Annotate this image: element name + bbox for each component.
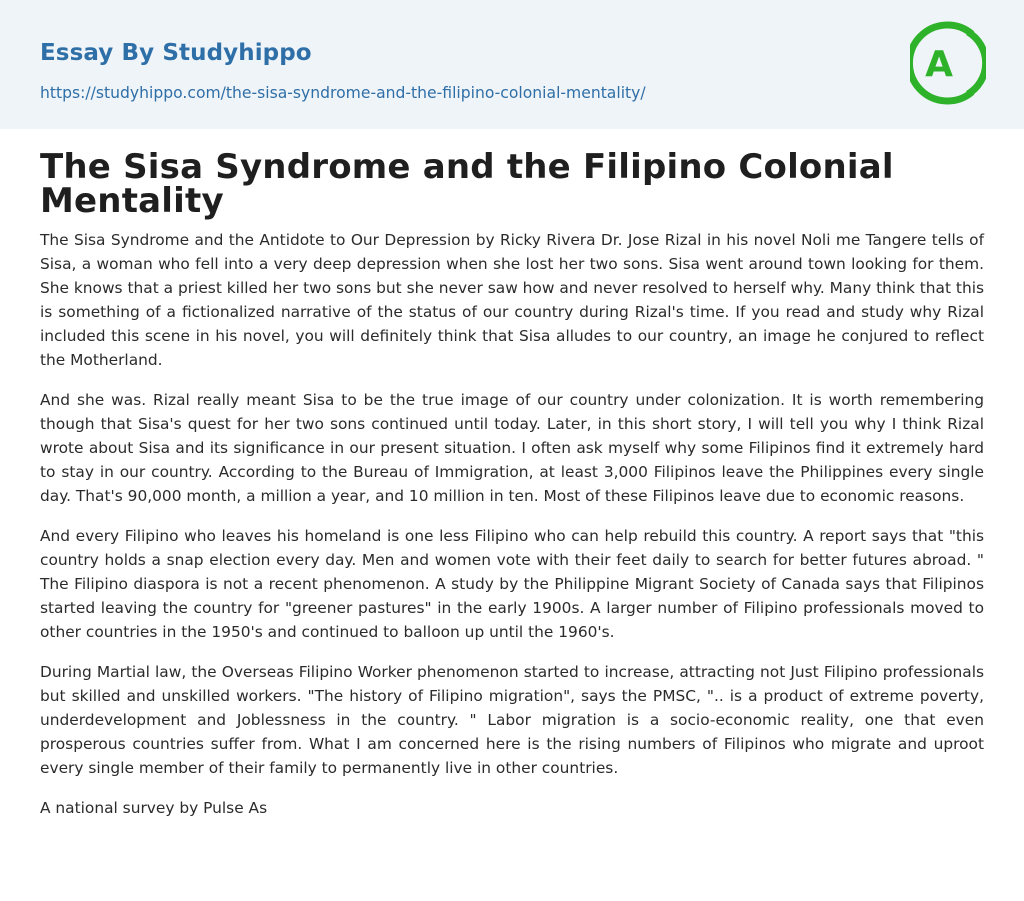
article-title: The Sisa Syndrome and the Filipino Colonial Mentality: [40, 147, 894, 221]
article-paragraph: During Martial law, the Overseas Filipino Worker phenomenon started to increase, attracting not Just Filipino professionals but skilled and unskilled workers. "The history of Filipino migration", says the PMSC, ".. is a product of extreme poverty, underdevelopment and Joblessness in the country. " Labor migration is a socio-economic reality, one that even prosperous countries suffer from. What I am concerned here is the rising numbers of Filipinos who migrate and uproot every single member of their family to permanently live in other countries.: [40, 663, 984, 777]
studyhippo-logo-icon[interactable]: [910, 20, 986, 106]
article-body: [40, 228, 984, 836]
logo-letter: A: [925, 44, 953, 85]
site-header: [0, 0, 1024, 129]
article-url-link[interactable]: https://studyhippo.com/the-sisa-syndrome-and-the-filipino-colonial-mentality/: [40, 84, 646, 102]
article-paragraph: A national survey by Pulse As: [40, 799, 268, 817]
article-paragraph: And she was. Rizal really meant Sisa to be the true image of our country under colonization. It is worth remembering though that Sisa's quest for her two sons continued until today. Later, in this short story, I will tell you why I think Rizal wrote about Sisa and its significance in our present situation. I often ask myself why some Filipinos find it extremely hard to stay in our country. According to the Bureau of Immigration, at least 3,000 Filipinos leave the Philippines every single day. That's 90,000 month, a million a year, and 10 million in ten. Most of these Filipinos leave due to economic reasons.: [40, 391, 984, 505]
article-paragraph: The Sisa Syndrome and the Antidote to Our Depression by Ricky Rivera Dr. Jose Rizal in his novel Noli me Tangere tells of Sisa, a woman who fell into a very deep depression when she lost her two sons. Sisa went around town looking for them. She knows that a priest killed her two sons but she never saw how and never resolved to herself why. Many think that this is something of a fictionalized narrative of the status of our country during Rizal's time. If you read and study why Rizal included this scene in his novel, you will definitely think that Sisa alludes to our country, an image he conjured to reflect the Motherland.: [40, 231, 984, 369]
site-title[interactable]: Essay By Studyhippo: [40, 40, 312, 66]
article-paragraph: And every Filipino who leaves his homeland is one less Filipino who can help rebuild this country. A report says that "this country holds a snap election every day. Men and women vote with their feet daily to search for better futures abroad. " The Filipino diaspora is not a recent phenomenon. A study by the Philippine Migrant Society of Canada says that Filipinos started leaving the country for "greener pastures" in the early 1900s. A larger number of Filipino professionals moved to other countries in the 1950's and continued to balloon up until the 1960's.: [40, 527, 984, 641]
